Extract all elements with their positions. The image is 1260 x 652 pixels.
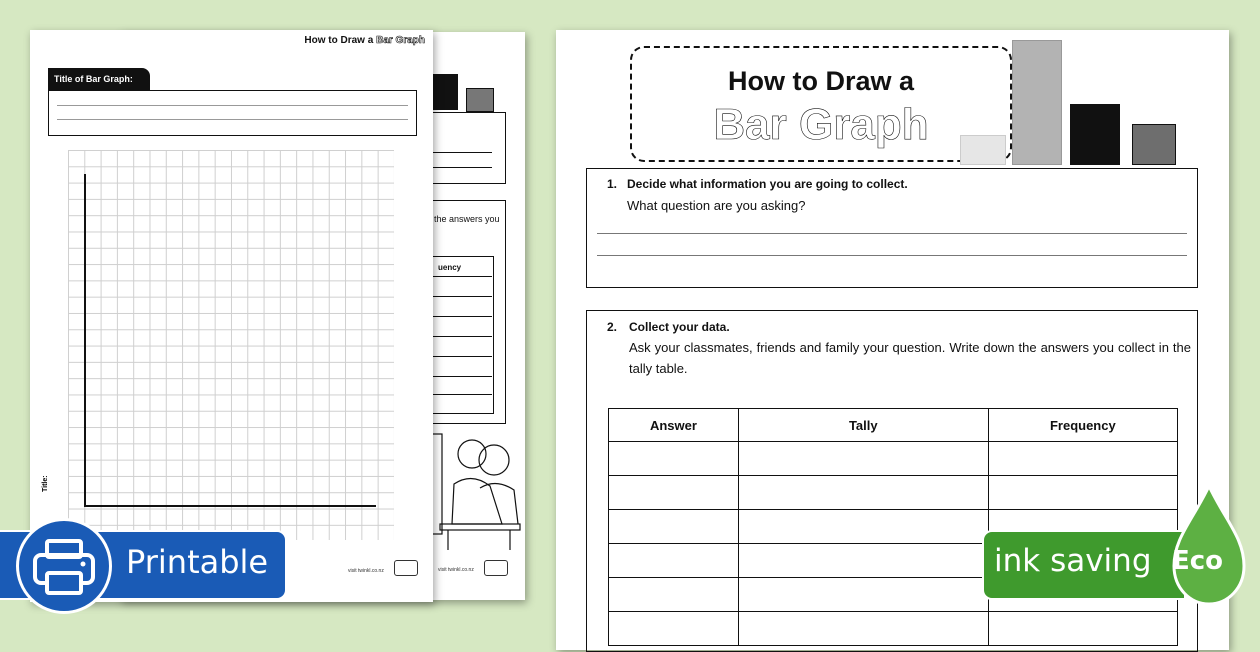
- bar-dark-square: [432, 74, 458, 110]
- table-row: [432, 356, 492, 357]
- ink-saving-label: ink saving: [994, 543, 1152, 579]
- step2-number: 2.: [607, 320, 618, 334]
- table-row: [432, 316, 492, 317]
- footer-url: visit twinkl.co.nz: [348, 568, 384, 574]
- table-cell[interactable]: [609, 544, 739, 578]
- write-line: [432, 152, 492, 153]
- printer-icon: [19, 521, 109, 611]
- twinkl-logo: [484, 560, 508, 576]
- graph-grid[interactable]: [68, 150, 394, 540]
- table-row: [432, 394, 492, 395]
- table-cell[interactable]: [988, 476, 1177, 510]
- table-row: [432, 276, 492, 277]
- table-header-answer: Answer: [609, 409, 739, 442]
- table-header-frequency: Frequency: [988, 409, 1177, 442]
- step1-body: What question are you asking?: [627, 198, 806, 213]
- table-cell[interactable]: [738, 612, 988, 646]
- write-line[interactable]: [597, 233, 1187, 234]
- bar-light: [960, 135, 1006, 165]
- banner-title-line1: How to Draw a: [727, 66, 915, 96]
- table-row: [432, 376, 492, 377]
- printer-icon-circle: [16, 518, 112, 614]
- twinkl-logo: [394, 560, 418, 576]
- table-cell[interactable]: [738, 544, 988, 578]
- table-row: [609, 442, 1178, 476]
- title-input-box[interactable]: [48, 90, 417, 136]
- x-axis: [84, 505, 376, 507]
- write-line: [57, 119, 408, 120]
- worksheet-page-graph: [30, 30, 433, 602]
- table-cell[interactable]: [988, 612, 1177, 646]
- tally-table: [608, 408, 1178, 646]
- table-header-tally: Tally: [738, 409, 988, 442]
- axis-title-label: Title:: [42, 475, 49, 492]
- bar-black: [1070, 104, 1120, 165]
- y-axis: [84, 174, 86, 506]
- eco-label: Eco: [1172, 546, 1224, 576]
- table-cell[interactable]: [609, 578, 739, 612]
- write-line: [432, 167, 492, 168]
- footer-url: visit twinkl.co.nz: [438, 567, 474, 573]
- write-line[interactable]: [597, 255, 1187, 256]
- table-cell[interactable]: [988, 442, 1177, 476]
- bar-gray-square: [466, 88, 494, 112]
- table-cell[interactable]: [609, 510, 739, 544]
- table-cell[interactable]: [738, 442, 988, 476]
- printable-label: Printable: [126, 543, 269, 581]
- step2-body: Ask your classmates, friends and family your question. Write down the answers you collect in the tally table.: [629, 340, 1191, 376]
- title-label: Title of Bar Graph:: [48, 68, 150, 90]
- partial-table: [432, 256, 494, 414]
- table-cell[interactable]: [609, 612, 739, 646]
- table-row: [609, 612, 1178, 646]
- write-line: [57, 105, 408, 106]
- step1-heading: Decide what information you are going to collect.: [627, 177, 908, 191]
- step1-box: [586, 168, 1198, 288]
- page-heading: How to Draw a Bar Graph: [304, 35, 425, 46]
- banner-title-line2: Bar Graph: [713, 100, 929, 149]
- step2-heading: Collect your data.: [629, 320, 730, 334]
- table-cell[interactable]: [609, 476, 739, 510]
- title-banner: [630, 46, 1012, 162]
- table-row: [432, 296, 492, 297]
- table-cell[interactable]: [738, 476, 988, 510]
- bar-tall-gray: [1012, 40, 1062, 165]
- table-cell[interactable]: [738, 578, 988, 612]
- table-cell[interactable]: [609, 442, 739, 476]
- step1-number: 1.: [607, 177, 618, 191]
- bar-dark-gray: [1132, 124, 1176, 165]
- table-row: [432, 336, 492, 337]
- partial-table-header: uency: [438, 263, 462, 272]
- table-cell[interactable]: [738, 510, 988, 544]
- table-row: [609, 476, 1178, 510]
- children-illustration: [432, 424, 522, 554]
- partial-instruction-text: the answers you: [434, 214, 500, 224]
- table-header-row: [609, 409, 1178, 442]
